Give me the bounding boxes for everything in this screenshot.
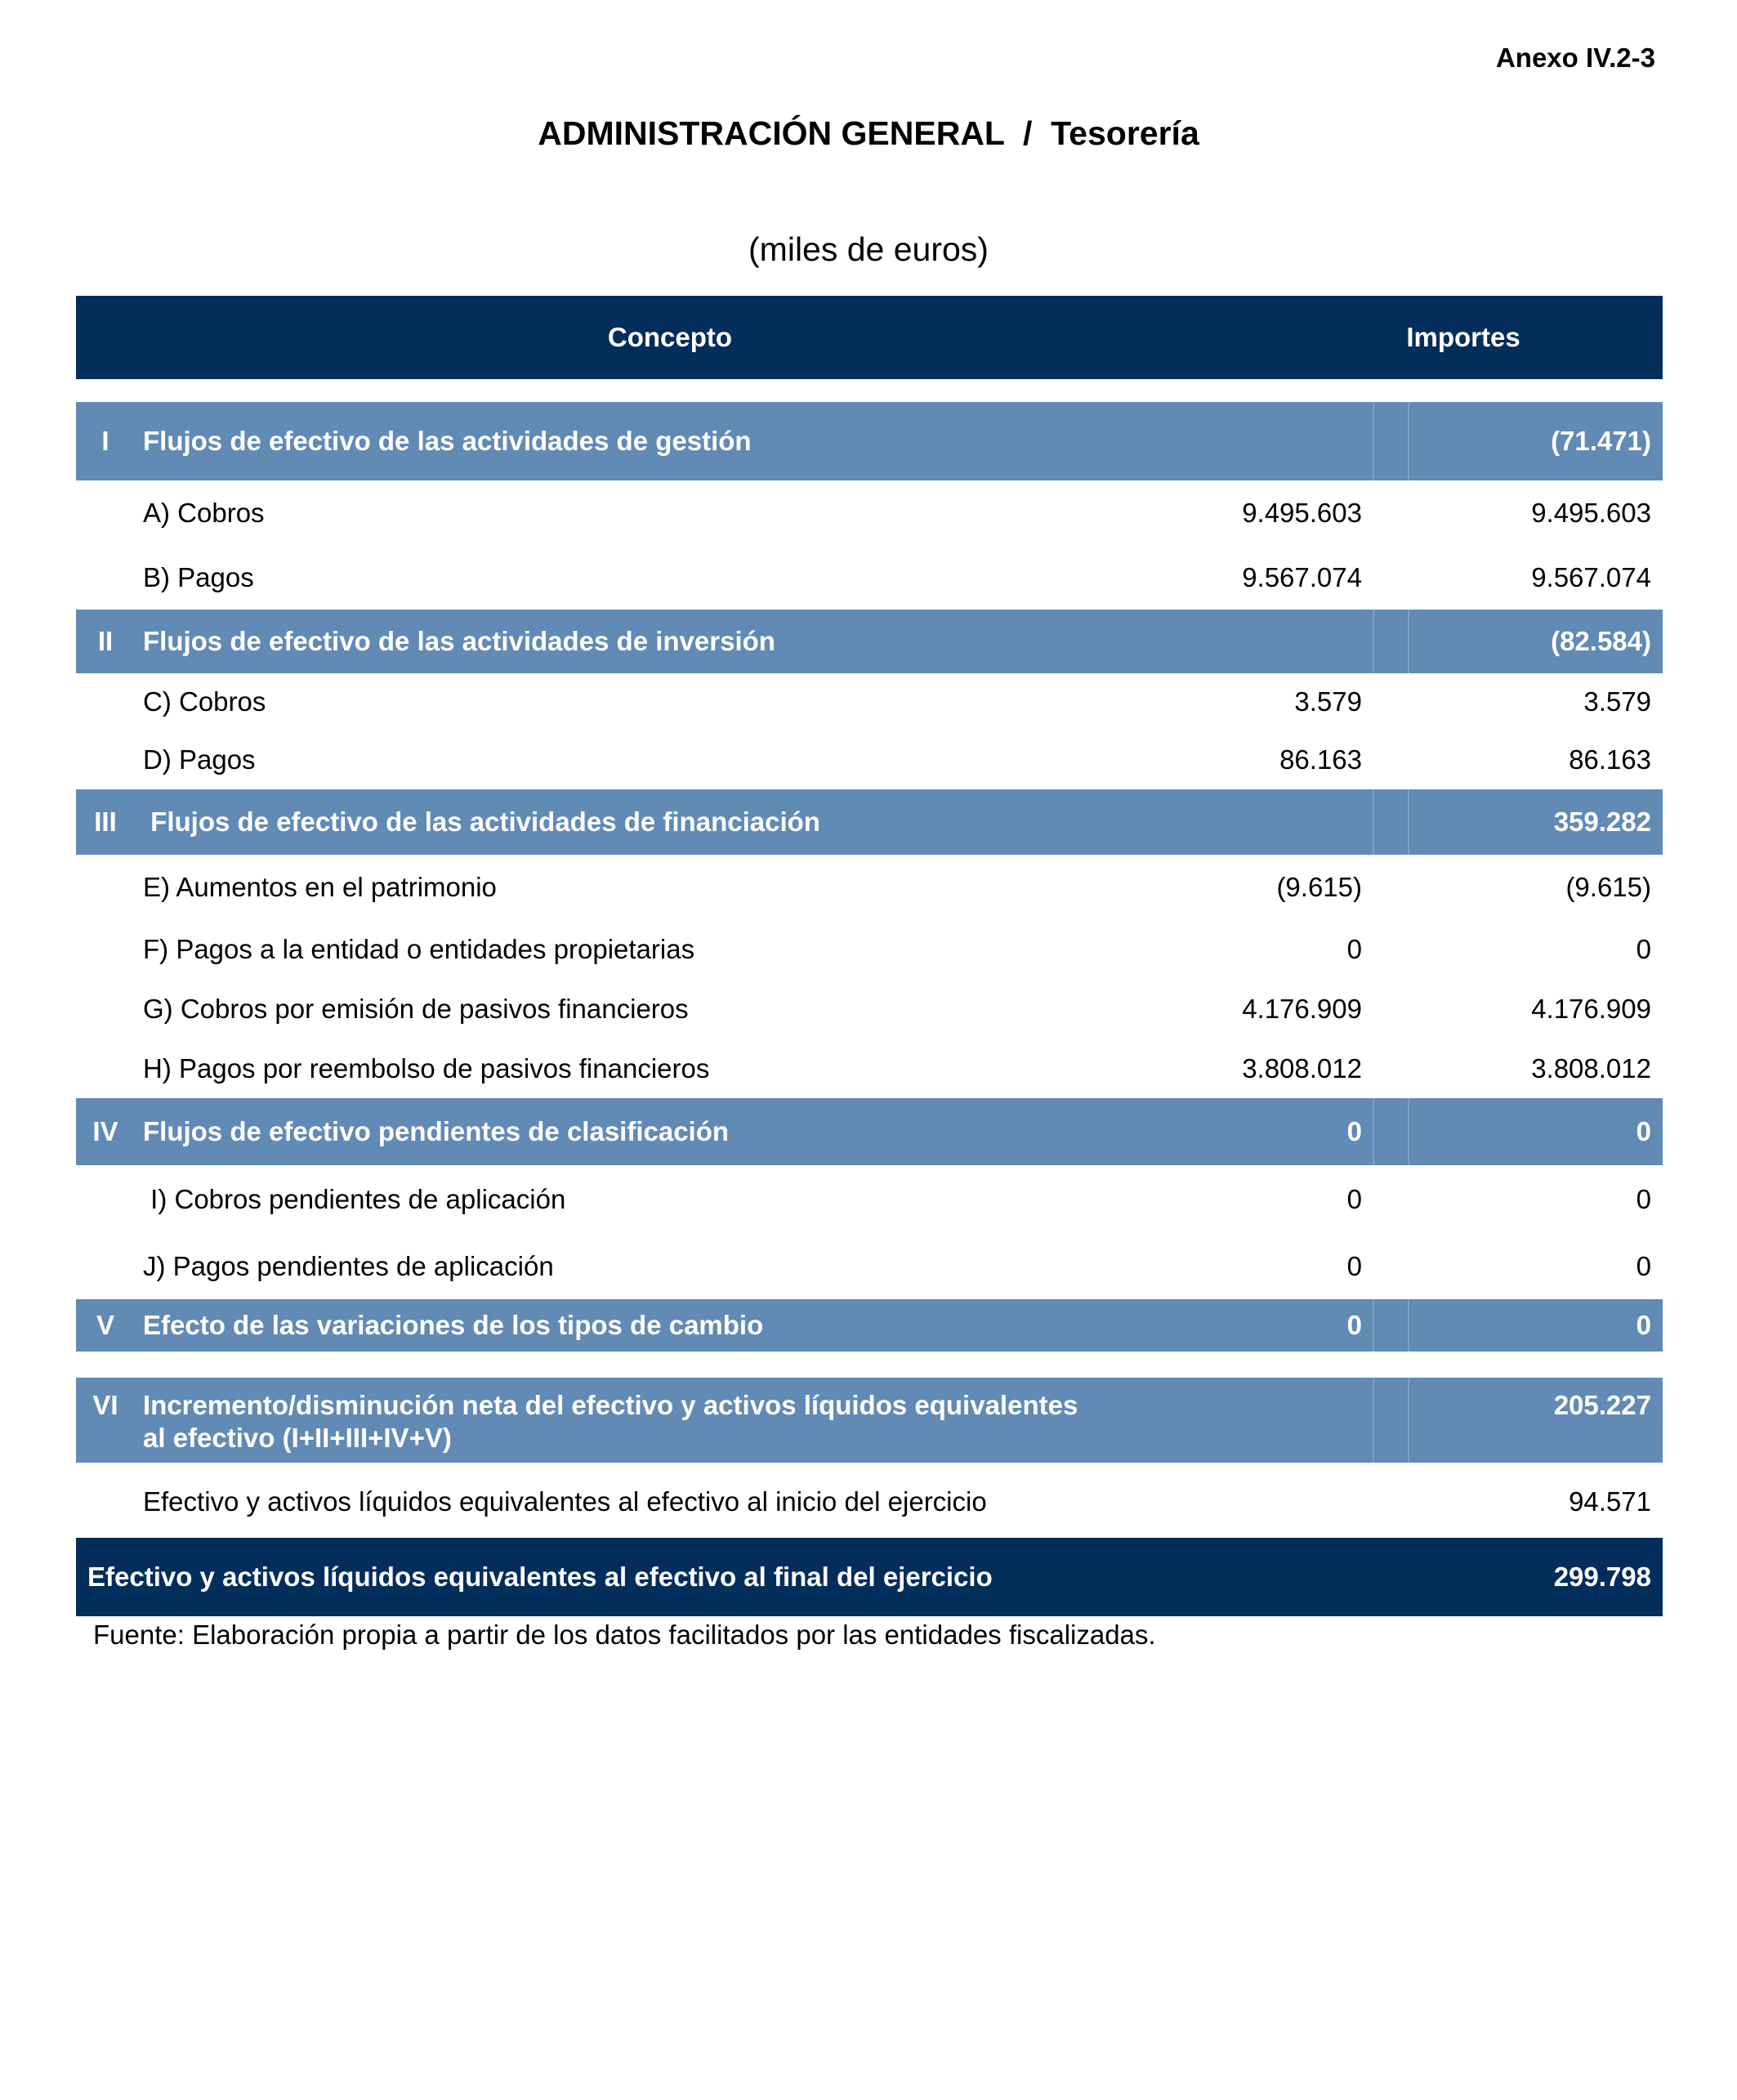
section-value: 0 bbox=[1636, 1116, 1651, 1146]
table-row bbox=[76, 979, 1663, 1039]
header-amounts: Importes bbox=[1406, 322, 1520, 352]
row-value-2: 3.808.012 bbox=[1531, 1053, 1651, 1084]
header-concept: Concepto bbox=[607, 322, 733, 352]
section-row-v bbox=[76, 1299, 1663, 1352]
section-label: Flujos de efectivo de las actividades de inversión bbox=[143, 626, 775, 656]
row-label: E) Aumentos en el patrimonio bbox=[143, 872, 497, 902]
section-number: I bbox=[101, 426, 109, 456]
row-value-2: (9.615) bbox=[1565, 872, 1651, 902]
section-number: IV bbox=[92, 1116, 118, 1146]
row-value-1: 3.808.012 bbox=[1242, 1053, 1362, 1084]
row-value-2: 0 bbox=[1636, 1184, 1651, 1214]
row-value-2: 94.571 bbox=[1569, 1486, 1651, 1517]
row-label: B) Pagos bbox=[143, 562, 254, 592]
row-label: A) Cobros bbox=[143, 498, 265, 528]
section-label-line-2: al efectivo (I+II+III+IV+V) bbox=[143, 1423, 452, 1453]
row-value-2: 0 bbox=[1636, 934, 1651, 964]
section-row-i bbox=[76, 402, 1663, 480]
row-value-2: 0 bbox=[1636, 1251, 1651, 1281]
table-row bbox=[76, 546, 1663, 610]
table-row bbox=[76, 920, 1663, 979]
section-number: II bbox=[97, 626, 114, 656]
row-value-2: 4.176.909 bbox=[1531, 994, 1651, 1024]
row-value-1: 86.163 bbox=[1279, 744, 1362, 775]
row-value-1: 3.579 bbox=[1294, 686, 1362, 717]
section-row-iv bbox=[76, 1098, 1663, 1165]
table-header bbox=[76, 296, 1663, 379]
row-label: G) Cobros por emisión de pasivos financieros bbox=[143, 994, 689, 1024]
row-value-2: 9.567.074 bbox=[1531, 562, 1651, 592]
section-value: 0 bbox=[1636, 1310, 1651, 1340]
row-value-2: 86.163 bbox=[1569, 744, 1651, 775]
row-value-1: 9.495.603 bbox=[1242, 498, 1362, 528]
section-number: III bbox=[94, 806, 117, 837]
row-label: C) Cobros bbox=[143, 686, 266, 717]
table-row bbox=[76, 855, 1663, 920]
row-value-1: 0 bbox=[1346, 1184, 1362, 1214]
section-value-1: 0 bbox=[1346, 1116, 1362, 1146]
row-value-1: 4.176.909 bbox=[1242, 994, 1362, 1024]
row-label: I) Cobros pendientes de aplicación bbox=[143, 1184, 566, 1214]
section-row-vi bbox=[76, 1378, 1663, 1463]
section-label: Flujos de efectivo pendientes de clasificación bbox=[143, 1116, 730, 1146]
table-row bbox=[76, 731, 1663, 789]
table-row bbox=[76, 1234, 1663, 1299]
section-label: Flujos de efectivo de las actividades de financiación bbox=[143, 806, 820, 837]
row-label: J) Pagos pendientes de aplicación bbox=[143, 1251, 554, 1281]
source-note: Fuente: Elaboración propia a partir de los datos facilitados por las entidades fiscalizadas. bbox=[93, 1620, 1156, 1650]
row-value-1: 9.567.074 bbox=[1242, 562, 1362, 592]
row-value-1: 0 bbox=[1346, 1251, 1362, 1281]
table-row bbox=[76, 673, 1663, 731]
page-title: ADMINISTRACIÓN GENERAL / Tesorería bbox=[538, 114, 1199, 152]
total-value: 299.798 bbox=[1553, 1562, 1651, 1592]
row-value-1: 0 bbox=[1346, 934, 1362, 964]
section-value: 205.227 bbox=[1553, 1390, 1651, 1420]
table-row bbox=[76, 1165, 1663, 1234]
row-label: F) Pagos a la entidad o entidades propietarias bbox=[143, 934, 695, 964]
row-label: D) Pagos bbox=[143, 744, 256, 775]
section-label: Flujos de efectivo de las actividades de gestión bbox=[143, 426, 752, 456]
section-value: (82.584) bbox=[1551, 626, 1651, 656]
total-label: Efectivo y activos líquidos equivalentes al efectivo al final del ejercicio bbox=[87, 1562, 993, 1592]
section-value: 359.282 bbox=[1553, 806, 1651, 837]
row-label: Efectivo y activos líquidos equivalentes al efectivo al inicio del ejercicio bbox=[143, 1486, 987, 1517]
row-value-1: (9.615) bbox=[1276, 872, 1362, 902]
table-row bbox=[76, 1039, 1663, 1098]
units-label: (miles de euros) bbox=[748, 230, 989, 268]
table-row bbox=[76, 480, 1663, 546]
section-value: (71.471) bbox=[1551, 426, 1651, 456]
annex-reference: Anexo IV.2-3 bbox=[1495, 42, 1655, 73]
section-row-ii bbox=[76, 610, 1663, 673]
row-label: H) Pagos por reembolso de pasivos financieros bbox=[143, 1053, 710, 1084]
row-value-2: 9.495.603 bbox=[1531, 498, 1651, 528]
section-value-1: 0 bbox=[1346, 1310, 1362, 1340]
section-label: Efecto de las variaciones de los tipos de cambio bbox=[143, 1310, 764, 1340]
total-row bbox=[76, 1538, 1663, 1616]
row-value-2: 3.579 bbox=[1583, 686, 1651, 717]
section-number: V bbox=[96, 1310, 114, 1340]
section-row-iii bbox=[76, 789, 1663, 855]
section-label-line-1: Incremento/disminución neta del efectivo y activos líquidos equivalentes bbox=[143, 1390, 1078, 1420]
table-row bbox=[76, 1463, 1663, 1541]
section-number: VI bbox=[92, 1390, 118, 1420]
